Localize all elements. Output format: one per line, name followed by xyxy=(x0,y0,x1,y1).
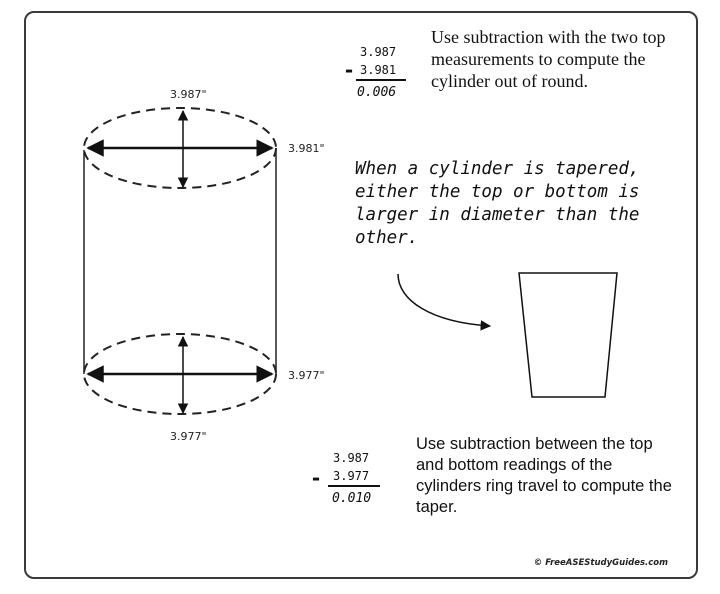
taper-note: Use subtraction between the top and bottom readings of the cylinders ring travel to compute the taper. xyxy=(416,435,672,516)
tapered-note: When a cylinder is tapered, either the top or bottom is larger in diameter than the other. xyxy=(355,159,640,248)
bottom-diameter-a-label: 3.977" xyxy=(170,430,207,443)
oor-operator: - xyxy=(343,58,356,82)
tapered-cylinder-icon xyxy=(519,273,617,397)
oor-result: 0.006 xyxy=(357,85,397,100)
out-of-round-note: Use subtraction with the two top measurements to compute the cylinder out of round. xyxy=(431,27,666,91)
taper-result: 0.010 xyxy=(332,491,372,506)
oor-minuend: 3.987 xyxy=(360,45,397,59)
top-diameter-b-label: 3.981" xyxy=(288,142,325,155)
oor-subtrahend: 3.981 xyxy=(360,63,397,77)
bottom-diameter-b-label: 3.977" xyxy=(288,369,325,382)
top-diameter-a-label: 3.987" xyxy=(170,88,207,101)
copyright-label: © FreeASEStudyGuides.com xyxy=(533,558,668,568)
curved-arrow xyxy=(398,274,490,326)
taper-operator: - xyxy=(310,466,323,490)
taper-subtrahend: 3.977 xyxy=(333,469,370,483)
taper-minuend: 3.987 xyxy=(333,451,370,465)
